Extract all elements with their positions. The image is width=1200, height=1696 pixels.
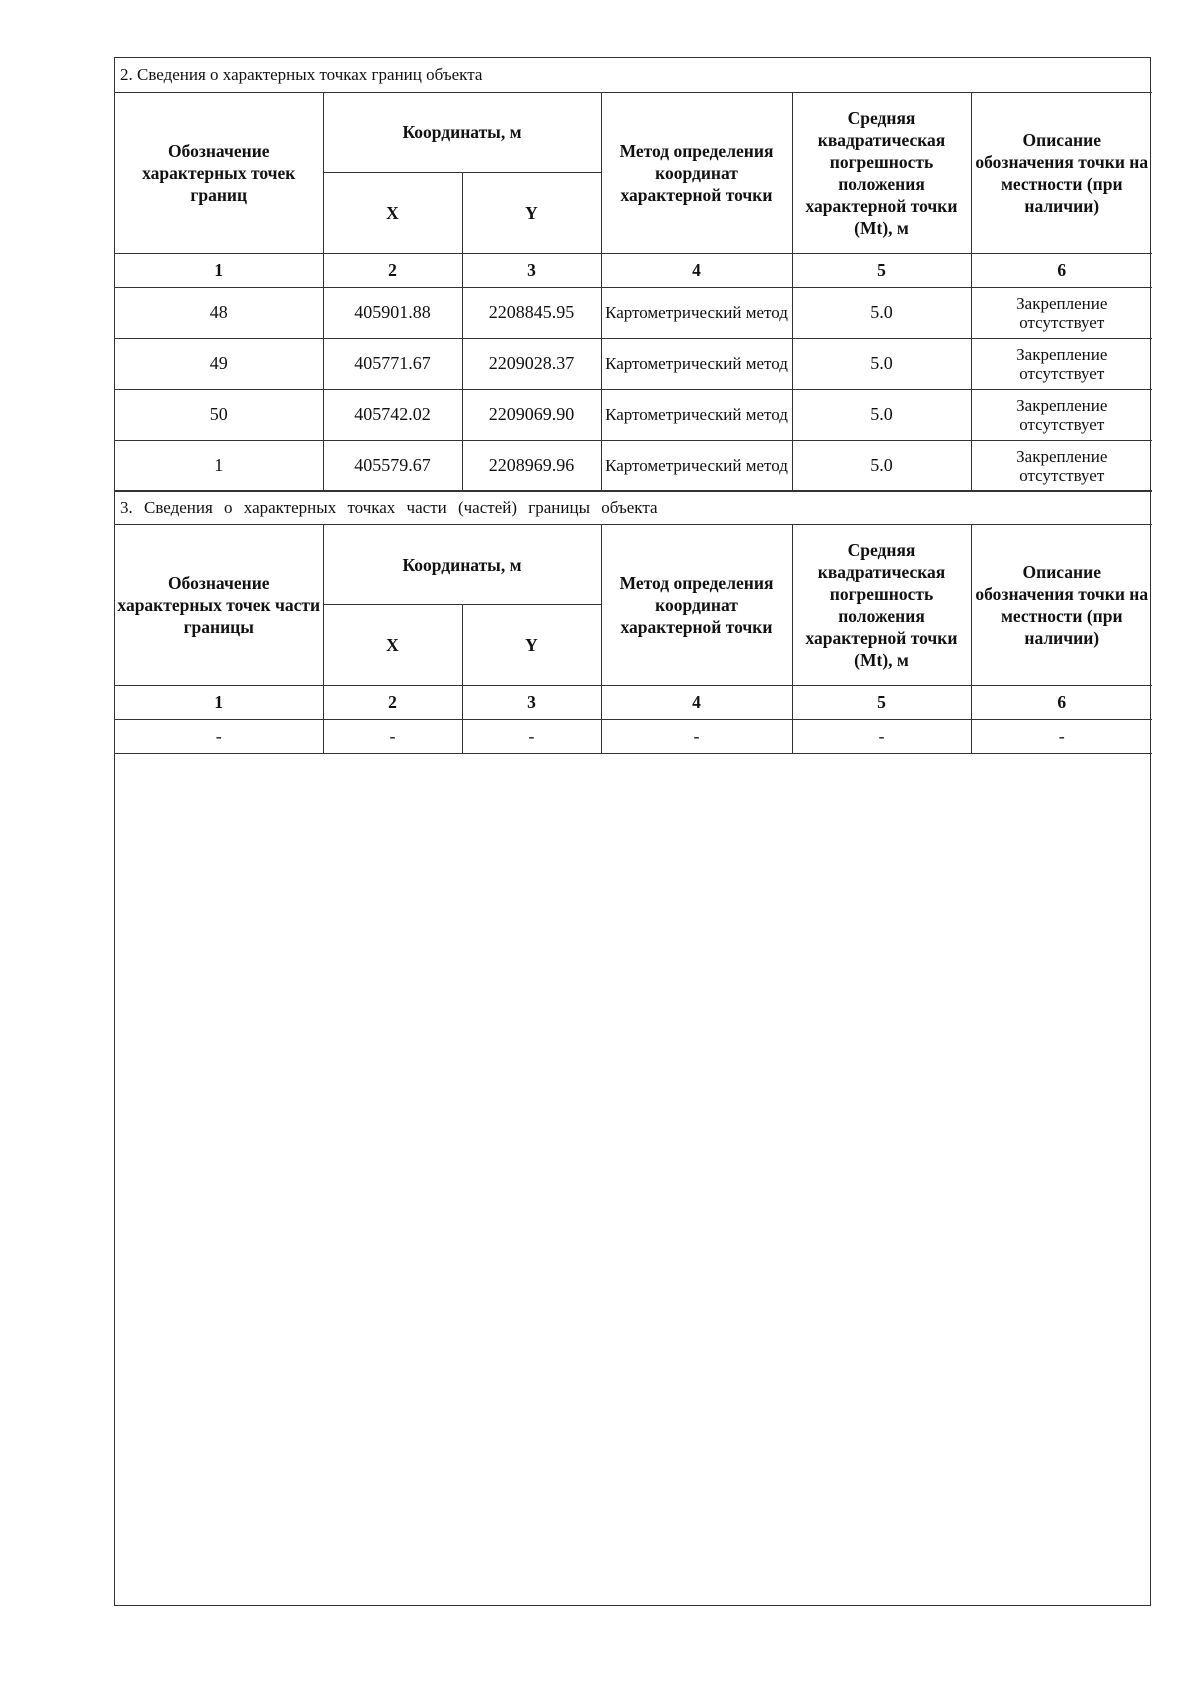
column-number: 1 (115, 686, 323, 720)
header-x: X (323, 172, 462, 253)
column-number: 2 (323, 253, 462, 287)
point-description: Закрепление отсутствует (971, 338, 1152, 389)
header-description: Описание обозначения точки на местности (при наличии) (971, 92, 1152, 253)
empty-cell: - (323, 720, 462, 754)
document-frame (114, 57, 1151, 1606)
header-method: Метод определения координат характерной точки (601, 525, 792, 686)
coord-y: 2208845.95 (462, 287, 601, 338)
header-coords: Координаты, м (323, 525, 601, 605)
point-description: Закрепление отсутствует (971, 440, 1152, 491)
empty-cell: - (115, 720, 323, 754)
table-row (115, 338, 1152, 389)
table-row (115, 389, 1152, 440)
coord-y: 2209028.37 (462, 338, 601, 389)
header-designation: Обозначение характерных точек части границы (115, 525, 323, 686)
method: Картометрический метод (601, 338, 792, 389)
header-description: Описание обозначения точки на местности (при наличии) (971, 525, 1152, 686)
coord-x: 405742.02 (323, 389, 462, 440)
mean-error: 5.0 (792, 440, 971, 491)
point-designation: 50 (115, 389, 323, 440)
header-x: X (323, 605, 462, 686)
point-designation: 49 (115, 338, 323, 389)
point-description: Закрепление отсутствует (971, 287, 1152, 338)
section3-title: 3. Сведения о характерных точках части (частей) границы объекта (115, 491, 1152, 525)
mean-error: 5.0 (792, 338, 971, 389)
table-row (115, 440, 1152, 491)
coord-x: 405901.88 (323, 287, 462, 338)
coord-y: 2209069.90 (462, 389, 601, 440)
column-number: 5 (792, 686, 971, 720)
header-error: Средняя квадратическая погрешность положения характерной точки (Mt), м (792, 92, 971, 253)
header-error: Средняя квадратическая погрешность положения характерной точки (Mt), м (792, 525, 971, 686)
method: Картометрический метод (601, 440, 792, 491)
column-number: 4 (601, 253, 792, 287)
header-y: Y (462, 605, 601, 686)
column-number: 5 (792, 253, 971, 287)
column-number: 6 (971, 253, 1152, 287)
empty-cell: - (462, 720, 601, 754)
header-method: Метод определения координат характерной точки (601, 92, 792, 253)
point-description: Закрепление отсутствует (971, 389, 1152, 440)
point-designation: 48 (115, 287, 323, 338)
point-designation: 1 (115, 440, 323, 491)
column-number: 1 (115, 253, 323, 287)
section2-title: 2. Сведения о характерных точках границ объекта (115, 58, 1152, 92)
header-designation: Обозначение характерных точек границ (115, 92, 323, 253)
column-number: 3 (462, 686, 601, 720)
mean-error: 5.0 (792, 389, 971, 440)
empty-cell: - (601, 720, 792, 754)
column-number: 2 (323, 686, 462, 720)
column-number: 4 (601, 686, 792, 720)
coord-x: 405579.67 (323, 440, 462, 491)
method: Картометрический метод (601, 389, 792, 440)
empty-cell: - (971, 720, 1152, 754)
empty-cell: - (792, 720, 971, 754)
table-row (115, 287, 1152, 338)
header-y: Y (462, 172, 601, 253)
coord-y: 2208969.96 (462, 440, 601, 491)
table-row (115, 720, 1152, 754)
section2-table (115, 58, 1152, 492)
column-number: 6 (971, 686, 1152, 720)
mean-error: 5.0 (792, 287, 971, 338)
section3-table (115, 490, 1152, 754)
method: Картометрический метод (601, 287, 792, 338)
header-coords: Координаты, м (323, 92, 601, 172)
coord-x: 405771.67 (323, 338, 462, 389)
column-number: 3 (462, 253, 601, 287)
